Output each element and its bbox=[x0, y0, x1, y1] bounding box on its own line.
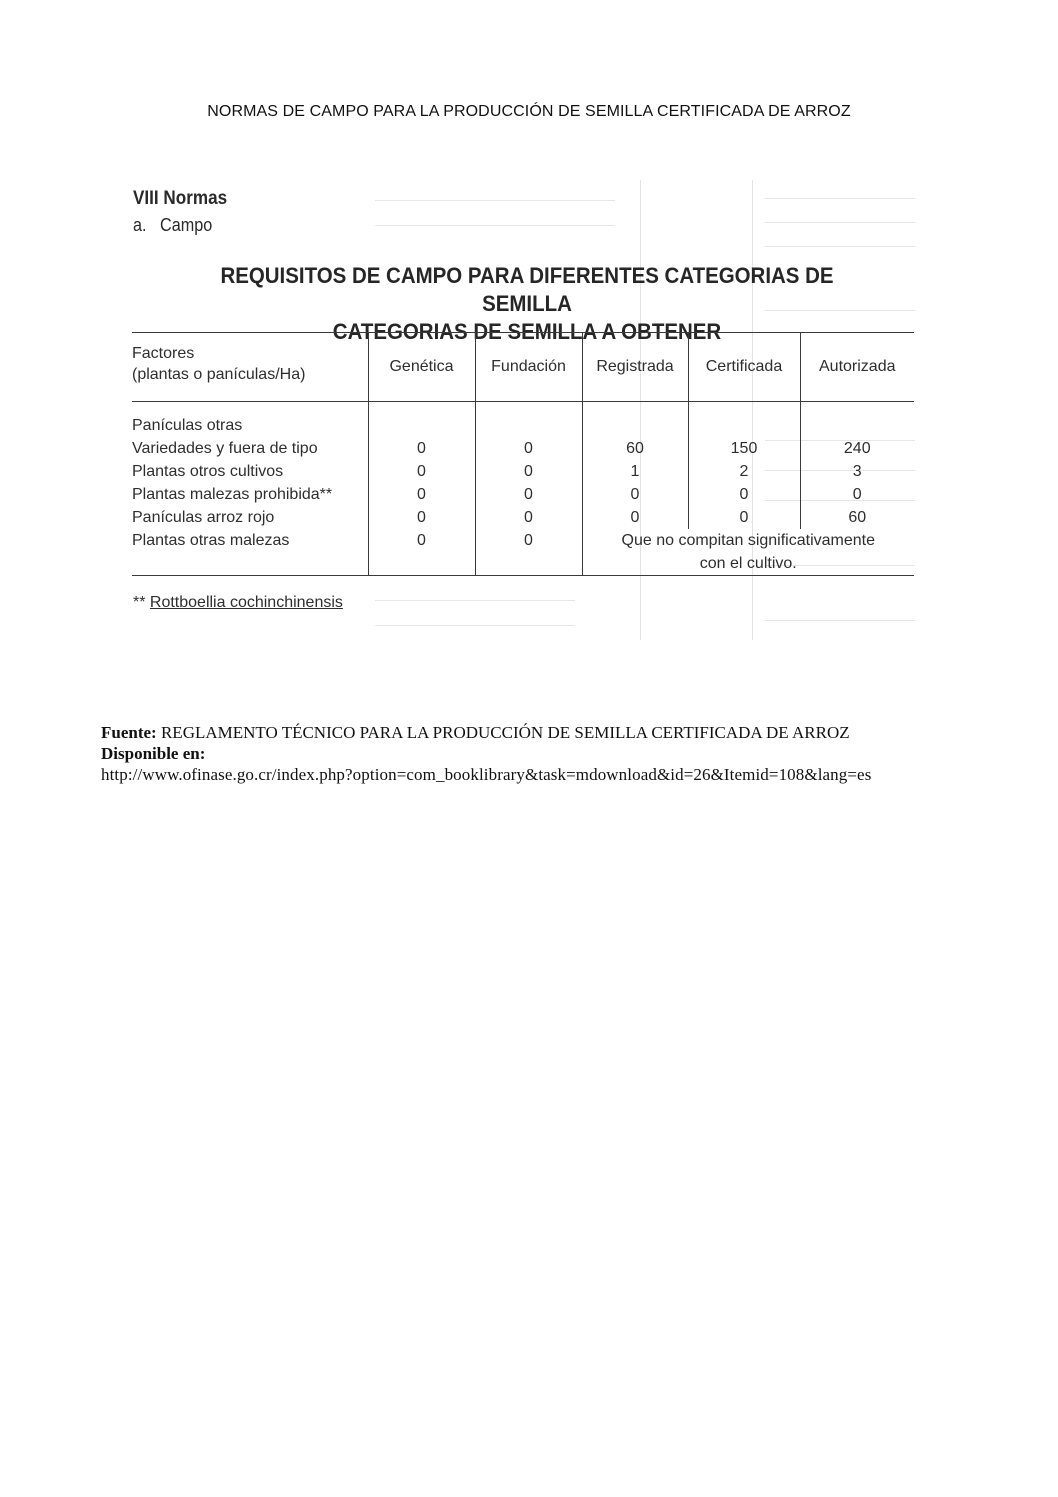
table-note-cell bbox=[582, 529, 914, 576]
document-title: NORMAS DE CAMPO PARA LA PRODUCCIÓN DE SEMILLA CERTIFICADA DE ARROZ bbox=[207, 103, 851, 120]
table-cell: 60 bbox=[582, 437, 688, 460]
column-header: Fundación bbox=[475, 333, 582, 402]
row-label: Panículas arroz rojo bbox=[132, 509, 275, 526]
table-row bbox=[132, 529, 914, 576]
footnote-species: Rottboellia cochinchinensis bbox=[149, 594, 343, 611]
table-cell bbox=[688, 402, 800, 438]
table-title-line-2: CATEGORIAS DE SEMILLA A OBTENER bbox=[332, 319, 722, 344]
column-header: Genética bbox=[368, 333, 475, 402]
table-cell bbox=[368, 402, 475, 438]
table-cell: 1 bbox=[582, 460, 688, 483]
section-heading: VIII Normas bbox=[133, 188, 228, 209]
table-cell: 0 bbox=[475, 483, 582, 506]
table-cell: 3 bbox=[800, 460, 914, 483]
column-header: Autorizada bbox=[800, 333, 914, 402]
table-cell bbox=[582, 402, 688, 438]
table-row bbox=[132, 437, 914, 460]
table-cell: 0 bbox=[688, 483, 800, 506]
table-cell: 0 bbox=[368, 529, 475, 576]
table-row bbox=[132, 460, 914, 483]
table-title-line-1: REQUISITOS DE CAMPO PARA DIFERENTES CATEGORIAS DE SEMILLA bbox=[220, 263, 834, 316]
requirements-table bbox=[132, 332, 914, 576]
table-cell: 60 bbox=[800, 506, 914, 529]
table-cell: 0 bbox=[368, 460, 475, 483]
table-cell: 0 bbox=[475, 460, 582, 483]
table-cell: 0 bbox=[688, 506, 800, 529]
table-cell: 0 bbox=[475, 506, 582, 529]
table-cell: 0 bbox=[582, 483, 688, 506]
source-line bbox=[101, 722, 871, 743]
factor-header-line-2: (plantas o panículas/Ha) bbox=[132, 366, 306, 383]
table-cell: 0 bbox=[475, 529, 582, 576]
row-label: Plantas otros cultivos bbox=[132, 463, 284, 480]
table-cell: 2 bbox=[688, 460, 800, 483]
scanned-table-image bbox=[125, 170, 950, 645]
row-label: Panículas otras bbox=[132, 417, 243, 434]
row-label: Plantas otras malezas bbox=[132, 529, 368, 576]
table-cell: 150 bbox=[688, 437, 800, 460]
table-cell: 0 bbox=[368, 506, 475, 529]
table-cell: 0 bbox=[475, 437, 582, 460]
source-label: Fuente: bbox=[101, 723, 157, 742]
table-cell bbox=[475, 402, 582, 438]
table-cell: 0 bbox=[368, 437, 475, 460]
table-row bbox=[132, 506, 914, 529]
column-header: Certificada bbox=[688, 333, 800, 402]
source-url-link[interactable]: http://www.ofinase.go.cr/index.php?option=com_booklibrary&task=mdownload&id=26&Itemid=108&lang=es bbox=[101, 765, 872, 784]
available-line bbox=[101, 743, 871, 764]
row-label: Variedades y fuera de tipo bbox=[132, 440, 318, 457]
factor-header-line-1: Factores bbox=[132, 345, 195, 362]
section-subheading: a. Campo bbox=[133, 215, 213, 235]
table-cell: 0 bbox=[368, 483, 475, 506]
table-header-row bbox=[132, 333, 914, 402]
row-label: Plantas malezas prohibida** bbox=[132, 486, 333, 503]
table-note-line-2: con el cultivo. bbox=[699, 555, 797, 572]
source-block bbox=[101, 722, 871, 785]
table-cell: 0 bbox=[800, 483, 914, 506]
table-cell: 240 bbox=[800, 437, 914, 460]
footnote bbox=[133, 594, 343, 612]
available-label: Disponible en: bbox=[101, 744, 206, 763]
footnote-marker: ** bbox=[133, 594, 146, 611]
table-row bbox=[132, 483, 914, 506]
source-text: REGLAMENTO TÉCNICO PARA LA PRODUCCIÓN DE SEMILLA CERTIFICADA DE ARROZ bbox=[160, 723, 850, 742]
table-note-line-1: Que no compitan significativamente bbox=[621, 532, 875, 549]
table-row bbox=[132, 402, 914, 438]
column-header: Registrada bbox=[582, 333, 688, 402]
table-cell bbox=[800, 402, 914, 438]
table-cell: 0 bbox=[582, 506, 688, 529]
factor-header bbox=[132, 333, 368, 402]
